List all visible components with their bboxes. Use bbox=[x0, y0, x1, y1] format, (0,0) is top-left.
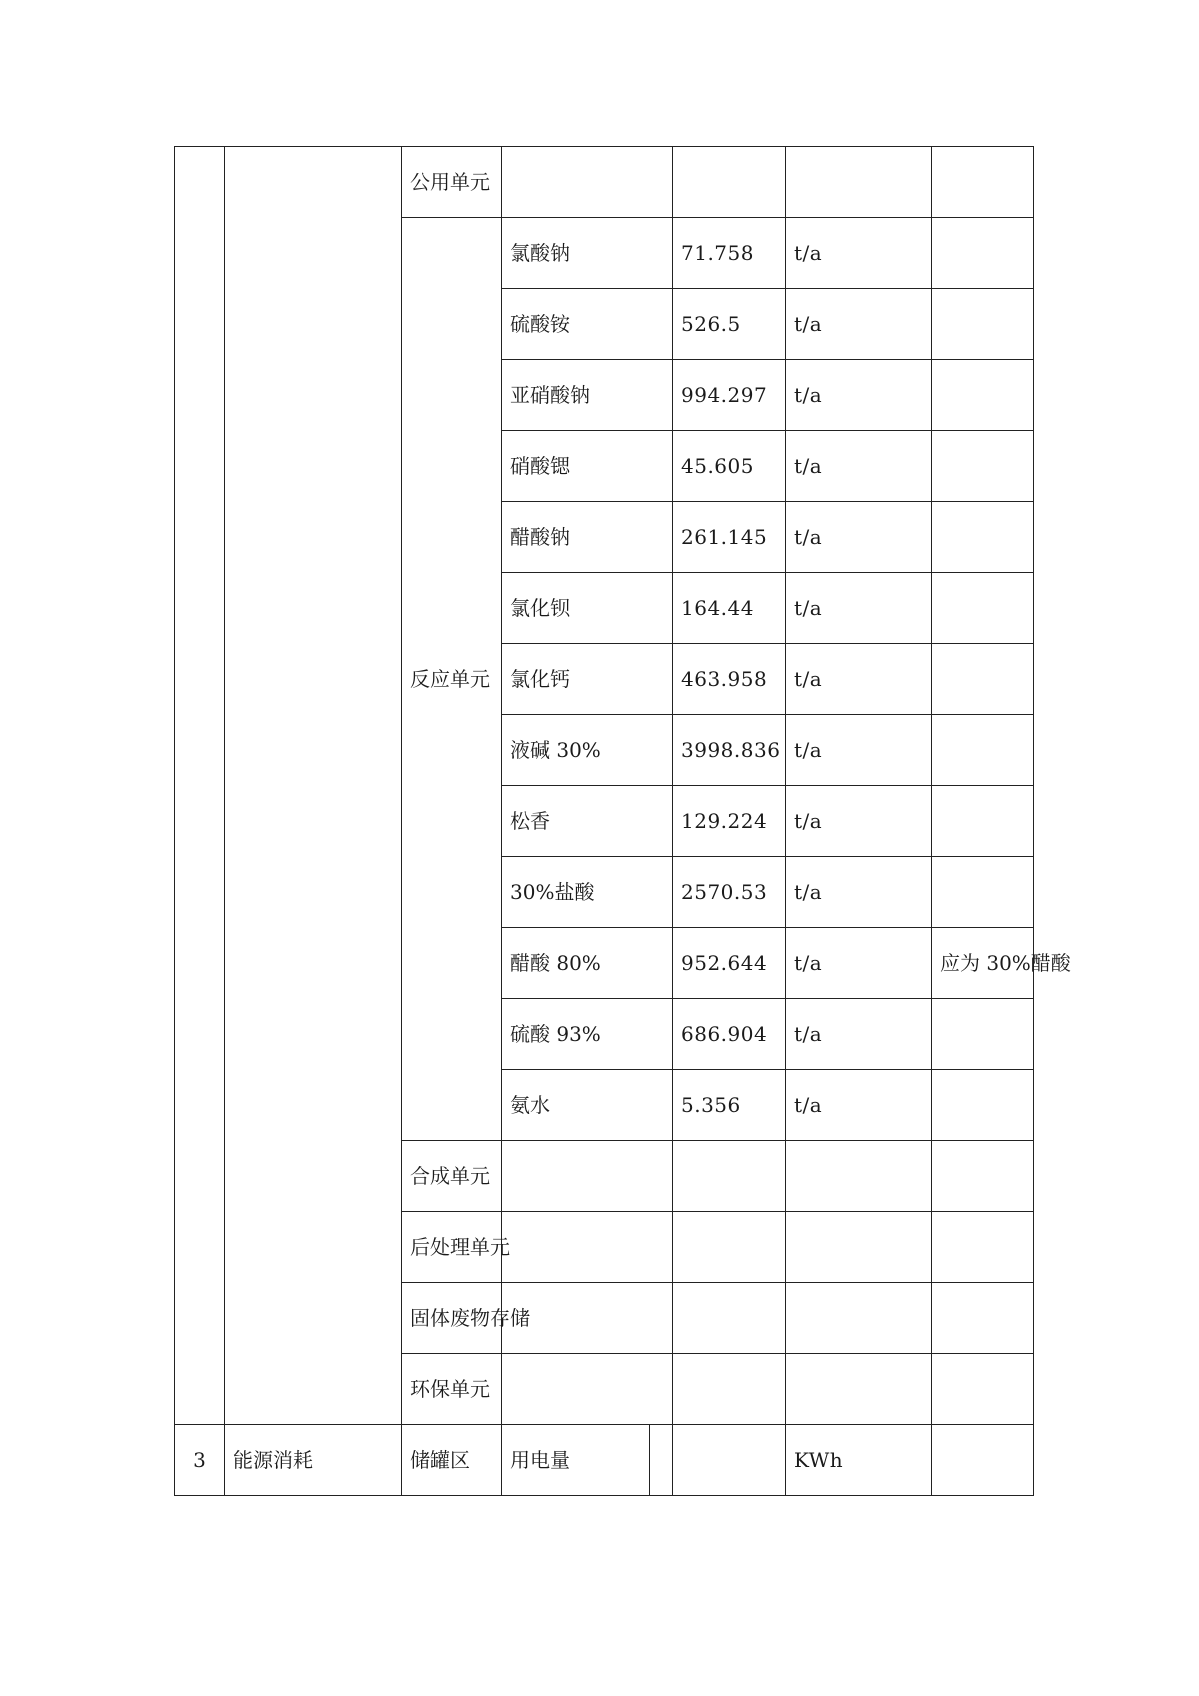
material-value bbox=[673, 1425, 786, 1496]
material-name: 氯化钙 bbox=[502, 644, 673, 715]
material-value: 994.297 bbox=[673, 360, 786, 431]
material-name: 氯酸钠 bbox=[502, 218, 673, 289]
material-unit: t/a bbox=[786, 928, 932, 999]
material-value: 526.5 bbox=[673, 289, 786, 360]
material-unit: t/a bbox=[786, 1070, 932, 1141]
material-note bbox=[932, 502, 1034, 573]
material-note bbox=[932, 644, 1034, 715]
material-name: 硫酸 93% bbox=[502, 999, 673, 1070]
material-unit: t/a bbox=[786, 573, 932, 644]
material-unit: t/a bbox=[786, 431, 932, 502]
category-cell-continued bbox=[225, 147, 402, 1425]
material-unit: t/a bbox=[786, 289, 932, 360]
material-value: 3998.836 bbox=[673, 715, 786, 786]
material-note bbox=[932, 786, 1034, 857]
unit-cell: 后处理单元 bbox=[402, 1212, 502, 1283]
material-note bbox=[932, 289, 1034, 360]
material-unit: t/a bbox=[786, 786, 932, 857]
material-value: 686.904 bbox=[673, 999, 786, 1070]
material-value: 5.356 bbox=[673, 1070, 786, 1141]
material-name: 用电量 bbox=[502, 1425, 650, 1496]
unit-cell: 合成单元 bbox=[402, 1141, 502, 1212]
material-value: 71.758 bbox=[673, 218, 786, 289]
material-name: 醋酸 80% bbox=[502, 928, 673, 999]
material-value: 2570.53 bbox=[673, 857, 786, 928]
material-value: 463.958 bbox=[673, 644, 786, 715]
material-note bbox=[932, 360, 1034, 431]
material-note: 应为 30%醋酸 bbox=[932, 928, 1034, 999]
material-value: 952.644 bbox=[673, 928, 786, 999]
material-unit: t/a bbox=[786, 857, 932, 928]
material-note bbox=[932, 999, 1034, 1070]
material-name: 硫酸铵 bbox=[502, 289, 673, 360]
index-cell-continued bbox=[175, 147, 225, 1425]
unit-cell: 环保单元 bbox=[402, 1354, 502, 1425]
material-name: 液碱 30% bbox=[502, 715, 673, 786]
row-public-unit bbox=[175, 147, 1034, 218]
material-unit: KWh bbox=[786, 1425, 932, 1496]
material-note bbox=[932, 431, 1034, 502]
material-note bbox=[932, 218, 1034, 289]
material-value: 164.44 bbox=[673, 573, 786, 644]
material-name: 松香 bbox=[502, 786, 673, 857]
material-note bbox=[932, 715, 1034, 786]
material-unit: t/a bbox=[786, 360, 932, 431]
material-value: 261.145 bbox=[673, 502, 786, 573]
material-name: 醋酸钠 bbox=[502, 502, 673, 573]
material-unit: t/a bbox=[786, 999, 932, 1070]
material-table bbox=[174, 146, 1071, 1496]
material-unit: t/a bbox=[786, 644, 932, 715]
material-unit: t/a bbox=[786, 715, 932, 786]
material-note bbox=[932, 857, 1034, 928]
material-name: 氯化钡 bbox=[502, 573, 673, 644]
row-energy-consumption bbox=[175, 1425, 1034, 1496]
material-name: 亚硝酸钠 bbox=[502, 360, 673, 431]
unit-cell: 固体废物存储 bbox=[402, 1283, 502, 1354]
category-cell: 能源消耗 bbox=[225, 1425, 402, 1496]
reaction-unit-cell: 反应单元 bbox=[402, 218, 502, 1141]
material-note bbox=[932, 1070, 1034, 1141]
material-name: 30%盐酸 bbox=[502, 857, 673, 928]
row-index: 3 bbox=[175, 1425, 225, 1496]
material-note bbox=[932, 573, 1034, 644]
material-value: 129.224 bbox=[673, 786, 786, 857]
material-value: 45.605 bbox=[673, 431, 786, 502]
material-unit: t/a bbox=[786, 502, 932, 573]
material-name: 硝酸锶 bbox=[502, 431, 673, 502]
unit-cell: 储罐区 bbox=[402, 1425, 502, 1496]
material-note bbox=[932, 1425, 1034, 1496]
material-name: 氨水 bbox=[502, 1070, 673, 1141]
material-unit: t/a bbox=[786, 218, 932, 289]
unit-cell: 公用单元 bbox=[402, 147, 502, 218]
